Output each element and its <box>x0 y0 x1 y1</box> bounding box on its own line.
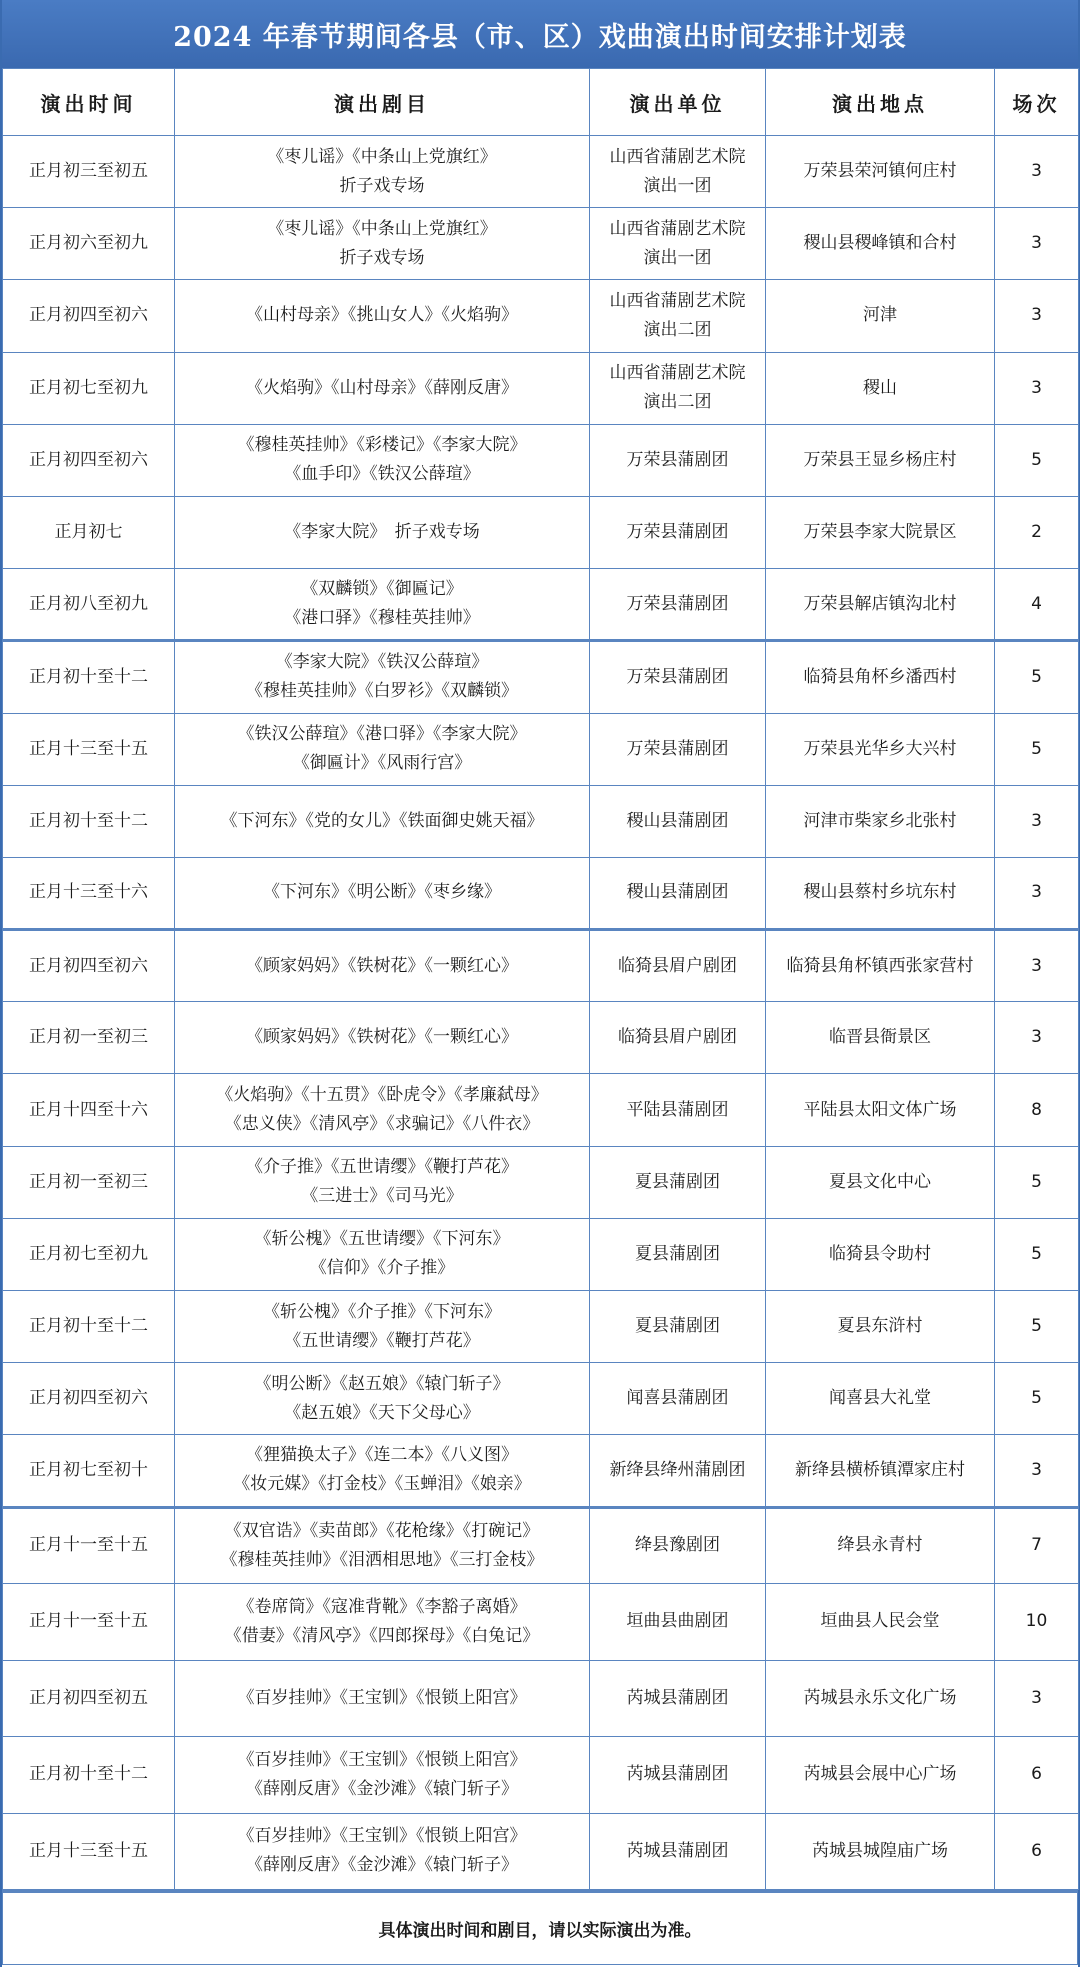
plays-line: 《火焰驹》《山村母亲》《薛刚反唐》 <box>246 377 518 398</box>
cell-place: 芮城县永乐文化广场 <box>766 1660 995 1737</box>
unit-line: 临猗县眉户剧团 <box>618 1027 737 1048</box>
unit-line: 万荣县蒲剧团 <box>626 593 729 614</box>
cell-place: 芮城县城隍庙广场 <box>766 1813 995 1890</box>
cell-time: 正月初三至初五 <box>3 136 175 208</box>
cell-unit <box>590 1002 766 1074</box>
plays-line: 《斩公槐》《五世请缨》《下河东》 <box>254 1229 510 1250</box>
cell-place: 河津市柴家乡北张村 <box>766 785 995 857</box>
cell-count: 3 <box>995 1435 1079 1507</box>
footer-note: 具体演出时间和剧目，请以实际演出为准。 <box>2 1890 1078 1965</box>
cell-plays <box>175 496 590 568</box>
cell-time: 正月初六至初九 <box>3 208 175 280</box>
table-row <box>3 136 1079 208</box>
header-time: 演出时间 <box>3 69 175 136</box>
cell-place: 绛县永青村 <box>766 1507 995 1584</box>
cell-time: 正月初一至初三 <box>3 1002 175 1074</box>
cell-time: 正月十一至十五 <box>3 1507 175 1584</box>
cell-unit <box>590 641 766 713</box>
cell-unit <box>590 352 766 424</box>
cell-unit <box>590 569 766 641</box>
cell-place: 稷山县稷峰镇和合村 <box>766 208 995 280</box>
cell-time: 正月十三至十六 <box>3 857 175 929</box>
page-title: 2024 年春节期间各县（市、区）戏曲演出时间安排计划表 <box>2 0 1078 68</box>
cell-plays <box>175 785 590 857</box>
cell-unit <box>590 1291 766 1363</box>
table-row <box>3 857 1079 929</box>
plays-line: 《山村母亲》《挑山女人》《火焰驹》 <box>246 305 518 326</box>
cell-time: 正月初七至初九 <box>3 352 175 424</box>
cell-count: 6 <box>995 1737 1079 1814</box>
header-count: 场次 <box>995 69 1079 136</box>
cell-plays <box>175 1363 590 1435</box>
cell-count: 3 <box>995 930 1079 1002</box>
plays-line: 《火焰驹》《十五贯》《卧虎令》《孝廉弑母》 <box>216 1085 548 1106</box>
cell-count: 10 <box>995 1584 1079 1661</box>
unit-line: 万荣县蒲剧团 <box>626 522 729 543</box>
unit-line: 山西省蒲剧艺术院 <box>609 146 746 167</box>
cell-plays <box>175 1435 590 1507</box>
plays-line: 《卷席筒》《寇准背靴》《李豁子离婚》 <box>237 1596 527 1617</box>
cell-count: 5 <box>995 1146 1079 1218</box>
cell-count: 3 <box>995 857 1079 929</box>
cell-unit <box>590 1363 766 1435</box>
plays-line: 《李家大院》 折子戏专场 <box>284 522 480 543</box>
cell-count: 3 <box>995 136 1079 208</box>
cell-count: 7 <box>995 1507 1079 1584</box>
cell-unit <box>590 1435 766 1507</box>
plays-line: 《薛刚反唐》《金沙滩》《辕门斩子》 <box>246 1778 518 1799</box>
table-row <box>3 1813 1079 1890</box>
cell-place: 芮城县会展中心广场 <box>766 1737 995 1814</box>
header-row <box>3 69 1079 136</box>
unit-line: 山西省蒲剧艺术院 <box>609 218 746 239</box>
cell-unit <box>590 1584 766 1661</box>
table-row <box>3 930 1079 1002</box>
plays-line: 《斩公槐》《介子推》《下河东》 <box>263 1301 501 1322</box>
unit-line: 夏县蒲剧团 <box>635 1316 720 1337</box>
cell-unit <box>590 280 766 352</box>
cell-time: 正月初十至十二 <box>3 1291 175 1363</box>
cell-unit <box>590 136 766 208</box>
cell-unit <box>590 1507 766 1584</box>
cell-place: 万荣县解店镇沟北村 <box>766 569 995 641</box>
plays-line: 折子戏专场 <box>339 247 425 268</box>
header-plays: 演出剧目 <box>175 69 590 136</box>
plays-line: 《借妻》《清风亭》《四郎探母》《白兔记》 <box>224 1625 540 1646</box>
unit-line: 夏县蒲剧团 <box>635 1243 720 1264</box>
table-row <box>3 569 1079 641</box>
plays-line: 《铁汉公薛瑄》《港口驿》《李家大院》 <box>237 724 527 745</box>
cell-time: 正月十一至十五 <box>3 1584 175 1661</box>
cell-place: 新绛县横桥镇潭家庄村 <box>766 1435 995 1507</box>
cell-place: 稷山县蔡村乡坑东村 <box>766 857 995 929</box>
cell-plays <box>175 208 590 280</box>
schedule-table <box>2 68 1079 1890</box>
plays-line: 《忠义侠》《清风亭》《求骗记》《八件衣》 <box>224 1114 540 1135</box>
plays-line: 《下河东》《明公断》《枣乡缘》 <box>263 882 501 903</box>
plays-line: 《百岁挂帅》《王宝钏》《恨锁上阳宫》 <box>237 1687 527 1708</box>
cell-unit <box>590 496 766 568</box>
cell-time: 正月十四至十六 <box>3 1074 175 1146</box>
header-place: 演出地点 <box>766 69 995 136</box>
cell-plays <box>175 1218 590 1290</box>
cell-place: 临猗县角杯乡潘西村 <box>766 641 995 713</box>
cell-plays <box>175 1002 590 1074</box>
unit-line: 临猗县眉户剧团 <box>618 955 737 976</box>
table-row <box>3 1435 1079 1507</box>
plays-line: 《赵五娘》《天下父母心》 <box>284 1402 480 1423</box>
cell-place: 垣曲县人民会堂 <box>766 1584 995 1661</box>
plays-line: 《妆元媒》《打金枝》《玉蝉泪》《娘亲》 <box>233 1474 531 1495</box>
cell-unit <box>590 785 766 857</box>
unit-line: 演出二团 <box>643 319 712 340</box>
plays-line: 《三进士》《司马光》 <box>301 1186 463 1207</box>
cell-time: 正月初四至初六 <box>3 424 175 496</box>
unit-line: 万荣县蒲剧团 <box>626 449 729 470</box>
cell-place: 万荣县李家大院景区 <box>766 496 995 568</box>
cell-time: 正月初十至十二 <box>3 785 175 857</box>
unit-line: 芮城县蒲剧团 <box>626 1687 729 1708</box>
table-row <box>3 280 1079 352</box>
cell-place: 夏县文化中心 <box>766 1146 995 1218</box>
table-row <box>3 713 1079 785</box>
table-row <box>3 1002 1079 1074</box>
table-row <box>3 1146 1079 1218</box>
unit-line: 山西省蒲剧艺术院 <box>609 290 746 311</box>
plays-line: 《信仰》《介子推》 <box>309 1258 455 1279</box>
cell-unit <box>590 1218 766 1290</box>
cell-unit <box>590 424 766 496</box>
unit-line: 演出一团 <box>643 247 712 268</box>
unit-line: 稷山县蒲剧团 <box>626 882 729 903</box>
cell-place: 临猗县令助村 <box>766 1218 995 1290</box>
cell-plays <box>175 352 590 424</box>
cell-plays <box>175 1737 590 1814</box>
plays-line: 《李家大院》《铁汉公薛瑄》 <box>275 652 489 673</box>
table-row <box>3 1660 1079 1737</box>
cell-count: 3 <box>995 1660 1079 1737</box>
plays-line: 《薛刚反唐》《金沙滩》《辕门斩子》 <box>246 1855 518 1876</box>
cell-count: 4 <box>995 569 1079 641</box>
plays-line: 《百岁挂帅》《王宝钏》《恨锁上阳宫》 <box>237 1826 527 1847</box>
cell-unit <box>590 930 766 1002</box>
plays-line: 《百岁挂帅》《王宝钏》《恨锁上阳宫》 <box>237 1749 527 1770</box>
plays-line: 《明公断》《赵五娘》《辕门斩子》 <box>254 1373 510 1394</box>
cell-place: 万荣县王显乡杨庄村 <box>766 424 995 496</box>
cell-plays <box>175 1813 590 1890</box>
unit-line: 万荣县蒲剧团 <box>626 666 729 687</box>
cell-place: 夏县东浒村 <box>766 1291 995 1363</box>
cell-unit <box>590 1074 766 1146</box>
cell-unit <box>590 1813 766 1890</box>
table-row <box>3 496 1079 568</box>
cell-unit <box>590 208 766 280</box>
cell-plays <box>175 1660 590 1737</box>
cell-place: 万荣县光华乡大兴村 <box>766 713 995 785</box>
cell-place: 稷山 <box>766 352 995 424</box>
cell-plays <box>175 930 590 1002</box>
unit-line: 芮城县蒲剧团 <box>626 1840 729 1861</box>
table-row <box>3 1218 1079 1290</box>
cell-time: 正月初十至十二 <box>3 641 175 713</box>
plays-line: 《血手印》《铁汉公薛瑄》 <box>284 464 480 485</box>
cell-count: 5 <box>995 1291 1079 1363</box>
unit-line: 夏县蒲剧团 <box>635 1171 720 1192</box>
unit-line: 演出二团 <box>643 392 712 413</box>
cell-plays <box>175 1291 590 1363</box>
cell-place: 河津 <box>766 280 995 352</box>
plays-line: 《港口驿》《穆桂英挂帅》 <box>284 608 480 629</box>
cell-time: 正月初七至初十 <box>3 1435 175 1507</box>
table-row <box>3 1291 1079 1363</box>
cell-unit <box>590 1737 766 1814</box>
cell-time: 正月十三至十五 <box>3 713 175 785</box>
plays-line: 《双官诰》《卖苗郎》《花枪缘》《打碗记》 <box>224 1520 540 1541</box>
cell-count: 5 <box>995 1218 1079 1290</box>
cell-count: 3 <box>995 352 1079 424</box>
cell-count: 5 <box>995 641 1079 713</box>
cell-count: 3 <box>995 280 1079 352</box>
cell-plays <box>175 641 590 713</box>
cell-unit <box>590 857 766 929</box>
cell-time: 正月初一至初三 <box>3 1146 175 1218</box>
plays-line: 《双麟锁》《御匾记》 <box>301 579 463 600</box>
cell-count: 8 <box>995 1074 1079 1146</box>
plays-line: 《介子推》《五世请缨》《鞭打芦花》 <box>246 1157 518 1178</box>
cell-time: 正月初四至初五 <box>3 1660 175 1737</box>
table-body <box>3 136 1079 1890</box>
cell-time: 正月初七 <box>3 496 175 568</box>
cell-place: 临晋县衙景区 <box>766 1002 995 1074</box>
unit-line: 绛县豫剧团 <box>635 1535 720 1556</box>
plays-line: 折子戏专场 <box>339 175 425 196</box>
cell-plays <box>175 713 590 785</box>
cell-plays <box>175 136 590 208</box>
cell-plays <box>175 1074 590 1146</box>
table-row <box>3 1737 1079 1814</box>
unit-line: 新绛县绛州蒲剧团 <box>609 1459 746 1480</box>
cell-plays <box>175 857 590 929</box>
cell-time: 正月初四至初六 <box>3 930 175 1002</box>
cell-count: 3 <box>995 208 1079 280</box>
plays-line: 《御匾计》《风雨行宫》 <box>292 753 472 774</box>
plays-line: 《枣儿谣》《中条山上党旗红》 <box>267 218 497 239</box>
cell-plays <box>175 280 590 352</box>
plays-line: 《顾家妈妈》《铁树花》《一颗红心》 <box>246 955 518 976</box>
cell-count: 5 <box>995 713 1079 785</box>
cell-plays <box>175 569 590 641</box>
cell-plays <box>175 1146 590 1218</box>
cell-place: 闻喜县大礼堂 <box>766 1363 995 1435</box>
plays-line: 《穆桂英挂帅》《彩楼记》《李家大院》 <box>237 435 527 456</box>
table-row <box>3 641 1079 713</box>
header-unit: 演出单位 <box>590 69 766 136</box>
cell-place: 万荣县荣河镇何庄村 <box>766 136 995 208</box>
cell-count: 2 <box>995 496 1079 568</box>
cell-count: 3 <box>995 1002 1079 1074</box>
cell-plays <box>175 1584 590 1661</box>
unit-line: 芮城县蒲剧团 <box>626 1764 729 1785</box>
cell-time: 正月初四至初六 <box>3 280 175 352</box>
unit-line: 演出一团 <box>643 175 712 196</box>
table-row <box>3 1074 1079 1146</box>
plays-line: 《穆桂英挂帅》《泪洒相思地》《三打金枝》 <box>220 1549 544 1570</box>
cell-count: 5 <box>995 1363 1079 1435</box>
table-row <box>3 1507 1079 1584</box>
cell-time: 正月初十至十二 <box>3 1737 175 1814</box>
cell-time: 正月初四至初六 <box>3 1363 175 1435</box>
cell-place: 临猗县角杯镇西张家营村 <box>766 930 995 1002</box>
cell-count: 3 <box>995 785 1079 857</box>
cell-plays <box>175 424 590 496</box>
cell-count: 6 <box>995 1813 1079 1890</box>
cell-time: 正月初八至初九 <box>3 569 175 641</box>
table-row <box>3 785 1079 857</box>
cell-unit <box>590 713 766 785</box>
cell-plays <box>175 1507 590 1584</box>
unit-line: 闻喜县蒲剧团 <box>626 1388 729 1409</box>
unit-line: 山西省蒲剧艺术院 <box>609 363 746 384</box>
plays-line: 《枣儿谣》《中条山上党旗红》 <box>267 146 497 167</box>
unit-line: 万荣县蒲剧团 <box>626 738 729 759</box>
cell-place: 平陆县太阳文体广场 <box>766 1074 995 1146</box>
plays-line: 《顾家妈妈》《铁树花》《一颗红心》 <box>246 1027 518 1048</box>
table-row <box>3 1584 1079 1661</box>
cell-count: 5 <box>995 424 1079 496</box>
cell-time: 正月十三至十五 <box>3 1813 175 1890</box>
unit-line: 稷山县蒲剧团 <box>626 810 729 831</box>
cell-time: 正月初七至初九 <box>3 1218 175 1290</box>
cell-unit <box>590 1146 766 1218</box>
plays-line: 《狸猫换太子》《连二本》《八义图》 <box>246 1445 518 1466</box>
cell-unit <box>590 1660 766 1737</box>
table-row <box>3 208 1079 280</box>
unit-line: 垣曲县曲剧团 <box>626 1611 729 1632</box>
table-row <box>3 352 1079 424</box>
plays-line: 《下河东》《党的女儿》《铁面御史姚天福》 <box>220 810 544 831</box>
plays-line: 《穆桂英挂帅》《白罗衫》《双麟锁》 <box>246 681 518 702</box>
table-row <box>3 1363 1079 1435</box>
plays-line: 《五世请缨》《鞭打芦花》 <box>284 1330 480 1351</box>
unit-line: 平陆县蒲剧团 <box>626 1099 729 1120</box>
table-row <box>3 424 1079 496</box>
